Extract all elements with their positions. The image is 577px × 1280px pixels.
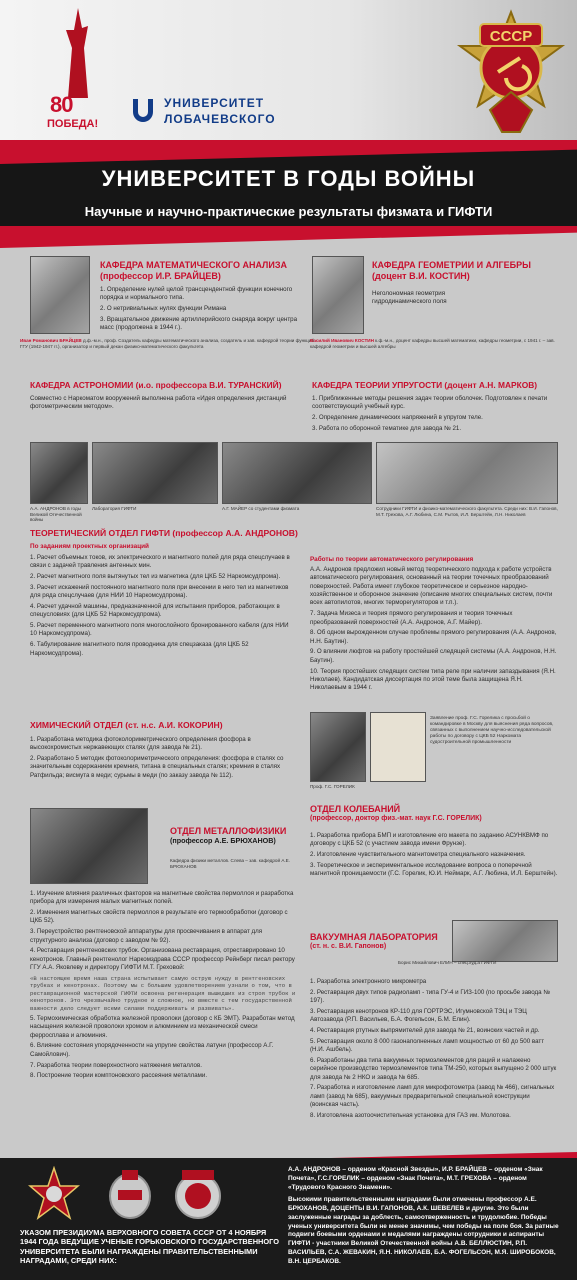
photo-lab [92, 442, 218, 504]
heading-vacuum [310, 932, 440, 951]
list-item: 1. Расчет объемных токов, их электрического и магнитного полей для ряда спецслучаев в связи с задачей травления антенных мин. [30, 554, 290, 570]
list-item: 9. О влиянии люфтов на работу простейшей следящей системы (А.А. Андронов, Н.Н. Баутин). [310, 648, 557, 664]
heading-vacuum-line2: (ст. н. с. В.И. Гапонов) [310, 942, 387, 950]
caption-kostin-name: Василий Иванович КОСТИН [310, 338, 374, 343]
heading-gifti-theory: ТЕОРЕТИЧЕСКИЙ ОТДЕЛ ГИФТИ (профессор А.А. АНДРОНОВ) [30, 528, 298, 538]
list-item: 2. О нетривиальных нулях функции Римана [100, 305, 227, 313]
list-item: 2. Изготовление чувствительного магнитометра специального назначения. [310, 851, 526, 859]
title-red-slash [0, 226, 577, 248]
list-item: 7. Разработка теории поверхностного натяжения металлов. [30, 1061, 203, 1069]
caption-kostin [310, 338, 558, 349]
list-item: 1. Определение нулей целой трансцендентной функции конечного порядка и нормального типа. [100, 286, 293, 302]
anniversary-word: ПОБЕДА! [47, 118, 99, 130]
caption-staff: Сотрудники ГИФТИ и физико-математического факультета. Среди них: В.И. Гапонов, М.Т. Грехова, А.Г. Любина, С.М. Рытов, И.Л. Берштейн, Л.Н. Николаев [376, 506, 558, 517]
list-item: 4. Расчет удачной машины, предназначенной для испытания приборов, работающих в спецусловиях (для ЦКБ 52 Наркомсудпрома). [30, 602, 280, 619]
university-name-line2: ЛОБАЧЕВСКОГО [164, 112, 276, 126]
portrait-kostin [312, 256, 364, 334]
university-name-line1: УНИВЕРСИТЕТ [164, 96, 265, 110]
order-of-red-banner-icon [450, 6, 572, 134]
page-subtitle: Научные и научно-практические результаты физмата и ГИФТИ [84, 204, 493, 219]
list-item: 3. Реставрация кенотронов КР-110 для ГОРТРЭС, Игумновской ТЭЦ и ТЭЦ Автозавода (Р.П. Васильев, Б.А. Фогельсон, Б.М. Елин). [310, 1007, 527, 1024]
caption-gorelik-photo: Проф. Г.С. ГОРЕЛИК [310, 784, 355, 789]
caption-lab: Лаборатория ГИФТИ [92, 506, 137, 511]
list-item: 3. Переустройство рентгеновской аппаратуры для просвечивания в аппарат для структурного анализа (договор с заводом № 92). [30, 928, 263, 944]
oscillations-list [310, 832, 558, 881]
heading-math-analysis-line2: (профессор И.Р. БРАЙЦЕВ) [100, 270, 221, 281]
list-item: 6. Влияние состояния упорядоченности на упругие свойства латуни (профессор А.Г. Самойлович). [30, 1042, 274, 1058]
list-item: 1. Изучение влияния различных факторов на магнитные свойства пермоллоя и разработка прибора для измерения малых магнитных полей. [30, 890, 294, 906]
list-item: 6. Разработаны два типа вакуумных термоэлементов для раций и налажено серийное производство термоэлементов типа ТМ-250, которых выпущено 2 000 штук для завода № 2 НКО и завода № 685. [310, 1056, 557, 1081]
geometry-list [372, 290, 492, 309]
heading-oscillations-line2: (профессор, доктор физ.-мат. наук Г.С. ГОРЕЛИК) [310, 814, 482, 822]
list-item: 1. Разработана методика фотоколориметрического определения фосфора в высокохромистых нержавеющих сталях (для завода № 21). [30, 736, 251, 752]
main-content [18, 248, 559, 1248]
photo-metal-physics [30, 808, 148, 884]
portrait-gorelik [310, 712, 366, 782]
caption-braitsev-name: Иван Романович БРАЙЦЕВ [20, 338, 82, 343]
list-item: 3. Вращательное движение артиллерийского снаряда вокруг центра масс (продолжена в 1944 г.). [100, 315, 298, 332]
list-item: 5. Реставрация около 8 000 газонаполненных ламп мощностью от 60 до 500 ватт (Н.И. Ашбель). [310, 1037, 545, 1054]
list-item: 2. Разработано 5 методик фотоколориметрического определения: фосфора в сталях со значительным содержанием кремния, титана в специальных сталях; кремния в сталях Ратфильда; висмута в меди; сурьмы в меди (по заказу завода № 112). [30, 755, 284, 779]
caption-elin: Борис Михайлович ЕЛИН – спец.худ.а ГИФТИ [398, 960, 497, 965]
list-item: 3. Расчет искажений постоянного магнитного поля при внесении в него тел из магнетиков для ряда спецслучаев (для НИИ 10 Наркомсудпрома). [30, 583, 289, 600]
heading-oscillations-line1: ОТДЕЛ КОЛЕБАНИЙ [310, 804, 401, 814]
metal-physics-list [30, 890, 298, 1083]
photo-staff [376, 442, 558, 504]
list-item: 1. Разработка электронного микрометра [310, 978, 427, 985]
list-item: 2. Определение динамических напряжений в упругом теле. [312, 414, 483, 422]
portrait-andronov [30, 442, 88, 504]
rejnberg-quote: «В настоящее время наша страна испытывает самую острую нужду в рентгеновских трубках и кенотронах. Поэтому мы с большим удовлетворением узнали о том, что в реставрационной мастерской ГИФТИ освоена регенерация вышедших из строя трубок и кенотронов. Это чрезвычайно трудное и сложное, но вместе с тем государственной важности дело следует всеми силами поддерживать и развивать». [30, 974, 296, 1012]
red-banner-of-labour-icon [172, 1166, 224, 1222]
auto-control-list [310, 566, 558, 695]
heading-oscillations [310, 804, 558, 823]
page-title: УНИВЕРСИТЕТ В ГОДЫ ВОЙНЫ [101, 166, 476, 191]
caption-metal-physics: Кафедра физики металлов. Слева – зав. кафедрой А.Е. БРЮХАНОВ [170, 858, 290, 869]
gorelik-letter-document [370, 712, 426, 782]
list-item: 10. Теория простейших следящих систем типа реле при наличии запаздывания (Я.Н. Николаев). Кандидатская диссертация по этой теме была защищена Я.Н. Николаевым в 1944 г. [310, 667, 556, 692]
university-logo-icon [130, 96, 156, 122]
badge-of-honor-icon [104, 1166, 156, 1222]
heading-metal-physics [170, 826, 300, 845]
list-item: 5. Расчет переменного магнитного поля многослойного бронированного кабеля (для НИИ 10 Наркомсудпрома). [30, 622, 289, 638]
list-item: А.А. Андронов предложил новый метод теоретического подхода к работе устройств автоматического регулирования, основанный на теории точечных преобразований поверхностей. Работа имеет глубокое теоретическое и серьезное народно-хозяйственное и оборонное значение (описание многих специальных систем, почти всех автопилотов, многих терморегуляторов и т.п.). [310, 566, 553, 607]
anniversary-number: 80 [50, 92, 73, 117]
heading-chemistry: ХИМИЧЕСКИЙ ОТДЕЛ (ст. н.с. А.И. КОКОРИН) [30, 720, 223, 730]
caption-braitsev [20, 338, 320, 349]
footer-decree-text: УКАЗОМ ПРЕЗИДИУМА ВЕРХОВНОГО СОВЕТА СССР ОТ 4 НОЯБРЯ 1944 ГОДА ВЕДУЩИЕ УЧЕНЫЕ ГОРЬКОВСКОГО ГОСУДАРСТВЕННОГО УНИВЕРСИТЕТА БЫЛИ НАГРАЖДЕНЫ ПРАВИТЕЛЬСТВЕННЫМИ НАГРАДАМИ, СРЕДИ НИХ: [20, 1228, 279, 1265]
list-item: 8. Построение теории комптоновского рассеяния металлами. [30, 1072, 208, 1080]
caption-andronov: А.А. АНДРОНОВ в годы Великой Отечественной войны [30, 506, 82, 523]
vacuum-list [310, 978, 558, 1123]
caption-braitsev-text: д.ф.-м.н., проф. Создатель кафедры математического анализа, создатель и зав. кафедрой теории функций ГГУ (1942-1947 гг.), организатор и первый декан физико-математического факультета [20, 338, 314, 349]
heading-geometry-line1: КАФЕДРА ГЕОМЕТРИИ И АЛГЕБРЫ [372, 260, 531, 270]
list-item: 4. Реставрация ртутных выпрямителей для завода № 21, воинских частей и др. [310, 1026, 540, 1034]
list-item: 1. Разработка прибора БМП и изготовление его макета по заданию АСУНКВМФ по договору с ЦКБ 52 (с участием завода имени Фрунзе). [310, 832, 549, 848]
photo-elin [452, 920, 558, 962]
heading-metal-physics-line1: ОТДЕЛ МЕТАЛЛОФИЗИКИ [170, 826, 287, 836]
footer-awards-para1: А.А. АНДРОНОВ – орденом «Красной Звезды», И.Р. БРАЙЦЕВ – орденом «Знак Почета», Г.С.ГОРЕЛИК – орденом «Знак Почета», М.Т. ГРЕХОВА – орденом «Трудового Красного Знамени». [288, 1166, 543, 1191]
caption-mayer: А.Г. МАЙЕР со студентами физмата [222, 506, 300, 511]
order-label: СССР [489, 28, 533, 45]
list-item: 2. Изменения магнитных свойств пермоллоя в результате его термообработки (договор с ЦКБ 52). [30, 909, 288, 925]
chemistry-list [30, 736, 298, 783]
poster-header [0, 0, 577, 140]
list-item: 8. Изготовлена азотоочистительная установка для ГАЗ им. Молотова. [310, 1111, 511, 1119]
heading-math-analysis-line1: КАФЕДРА МАТЕМАТИЧЕСКОГО АНАЛИЗА [100, 260, 287, 270]
gifti-theory-list [30, 554, 296, 660]
elasticity-list [312, 395, 558, 436]
list-item: 4. Реставрация рентгеновских трубок. Организована реставрация, отреставрировано 10 кенотронов. Главный рентгенолог Наркомздрава СССР профессор Рейнберг писал ректору ГГУ А.А. Яковлеву и директору ГИФТИ М.Т. Греховой: [30, 947, 295, 972]
footer-awards [288, 1166, 560, 1270]
photo-mayer [222, 442, 372, 504]
portrait-braitsev [30, 256, 90, 334]
list-item: 8. Об одном вырожденном случае проблемы прямого регулирования (А.А. Андронов, Н.Н. Баутин). [310, 629, 557, 645]
astronomy-text: Совместно с Наркоматом вооружений выполнена работа «Идея определения дистанций фотометрическим методом». [30, 395, 287, 411]
heading-metal-physics-line2: (профессор А.Е. БРЮХАНОВ) [170, 835, 276, 845]
heading-math-analysis [100, 260, 300, 282]
list-item: 7. Разработка и изготовление ламп для микрофотометра (завод № 466), сигнальных ламп (завод № 685), вакуумных предварительной специальной конструкции (воинская часть). [310, 1084, 555, 1109]
list-item: 2. Реставрация двух типов радиоламп - типа ГУ-4 и ГИЗ-100 (по просьбе завода № 197). [310, 988, 550, 1005]
footer-awards-para2: Высокими правительственными наградами были отмечены профессор А.Е. БРЮХАНОВ, ДОЦЕНТЫ В.И. ГАПОНОВ, А.К. ШЕВЕЛЕВ и другие. Это были заслуженные награды за доблесть, самоотверженность и трудолюбие. Победы ученых университета были не менее значимы, чем победы на поле боя. За ратные подвиги боевыми орденами и медалями награждены сотрудники и аспиранты ГИФТИ - участники Великой Отечественной войны А.В. БЕЛЛЮСТИН, Р.П. ВАСИЛЬЕВ, С.А. ЖЕВАКИН, Я.Н. НИКОЛАЕВ, Б.А. ФОГЕЛЬСОН, М.Я. ШИРОБОКОВ, В.Н. ЦЕРБАКОВ. [288, 1196, 559, 1265]
list-item: 3. Работа по оборонной тематике для завода № 21. [312, 424, 462, 432]
heading-elasticity: КАФЕДРА ТЕОРИИ УПРУГОСТИ (доцент А.Н. МАРКОВ) [312, 380, 538, 390]
red-star-order-icon [28, 1166, 80, 1222]
list-item: Неголономная геометрия гидродинамического поля [372, 290, 447, 306]
list-item: 6. Табулирование магнитного поля проводника для спецзаказа (для ЦКБ 52 Наркомсудпрома). [30, 641, 249, 657]
subheading-gifti-theory: По заданиям проектных организаций [30, 543, 149, 550]
caption-gorelik-letter: Заявление проф. Г.С. Горелика с просьбой о командировке в Москву для выяснения ряда вопросов, связанных с выполнением научно-исследовательской работы по договору с ЦКБ 52 Наркомата судостроительной промышленности [430, 716, 554, 745]
math-analysis-list [100, 286, 300, 335]
subheading-auto-control: Работы по теории автоматического регулирования [310, 556, 474, 563]
list-item: 7. Задача Мизеса и теория прямого регулирования и теория точечных преобразований поверхностей (А.А. Андронов, А.Г. Майер). [310, 610, 513, 626]
heading-vacuum-line1: ВАКУУМНАЯ ЛАБОРАТОРИЯ [310, 932, 438, 942]
heading-geometry-line2: (доцент В.И. КОСТИН) [372, 270, 470, 281]
caption-kostin-text: к.ф.-м.н., доцент кафедры высшей математики, кафедры геометрии, с 1941 г. – зав. кафедрой геометрии и высшей алгебры [310, 338, 555, 349]
heading-geometry [372, 260, 558, 282]
list-item: 3. Теоретическое и экспериментальное исследование вопроса о поперечной магнитной проницаемости (Г.С. Горелик, Ю.И. Неймарк, А.Г. Любина, И.Л. Берштейн). [310, 861, 558, 878]
heading-astronomy: КАФЕДРА АСТРОНОМИИ (и.о. профессора В.И. ТУРАНСКИЙ) [30, 380, 282, 390]
list-item: 2. Расчет магнитного поля вытянутых тел из магнетика (для ЦКБ 52 Наркомсудпрома). [30, 573, 281, 581]
list-item: 1. Приближенные методы решения задач теории оболочек. Подготовлен к печати соответствующий учебный курс. [312, 395, 548, 411]
list-item: 5. Термохимическая обработка железной проволоки (договор с КБ ЭМТ). Разработан метод насыщения железной проволоки хромом и алюминием из механической смеси ферросплава и алюминия. [30, 1014, 295, 1039]
